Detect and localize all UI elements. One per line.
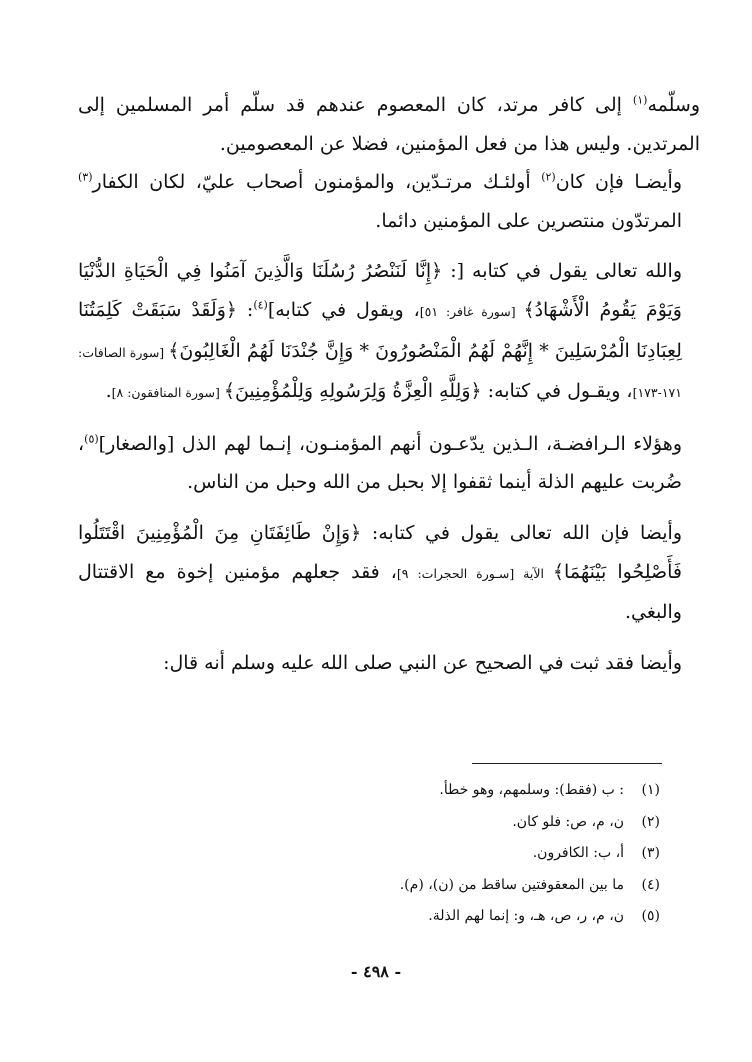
text-run: ، ضُربت عليهم الذلة أينما ثقفوا إلا بحبل من الله وحبل من الناس.: [78, 432, 682, 494]
paragraph: [78, 425, 700, 502]
footnote-number: (٣): [641, 845, 660, 862]
surah-reference: [سورة غافر: ٥١]: [419, 303, 524, 319]
text-run: وسلّمه: [647, 94, 700, 116]
surah-reference: الآية [سـورة الحجرات: ٩]: [396, 565, 553, 581]
footnote-marker: (٤): [253, 298, 268, 312]
text-run: والله تعالى يقول في كتابه [:: [442, 260, 682, 283]
text-run: إلى كافر مرتد، كان المعصوم عندهم قد سلّم أمر المسلمين إلى المرتدين. وليس هذا من فعل المؤمنين، فضلا عن المعصومين.: [78, 94, 700, 155]
footnote: [100, 807, 660, 839]
text-run: :: [237, 298, 254, 321]
footnote-text: : ب (فقط): وسلمهم، وهو خطأ.: [439, 782, 624, 798]
footnote-marker: (٥): [84, 432, 99, 446]
main-text: [78, 86, 700, 682]
text-run: ، فقد جعلهم مؤمنين إخوة مع الاقتتال والبغي.: [78, 560, 682, 624]
footnote: [100, 838, 660, 870]
footnote-number: (١): [641, 782, 660, 798]
footnotes: [100, 775, 660, 933]
footnote: [100, 775, 660, 807]
text-run: وأيضا فإن الله تعالى يقول في كتابه:: [361, 521, 683, 544]
footnote: [100, 901, 660, 933]
paragraph: [78, 86, 700, 163]
text-run: ، ويقول في كتابه]: [267, 298, 420, 321]
paragraph: [78, 644, 700, 683]
footnote-text: ن، م، ر، ص، هـ، و: إنما لهم الذلة.: [428, 908, 624, 925]
footnote: [100, 870, 660, 902]
surah-reference: [سورة الصافات: ١٧١-١٧٣]: [78, 344, 682, 401]
footnote-number: (٢): [641, 813, 660, 830]
footnote-number: (٤): [641, 876, 660, 893]
quran-verse: ﴿وَلِلَّهِ الْعِزَّةُ وَلِرَسُولِهِ وَلِلْمُؤْمِنِينَ﴾: [223, 380, 482, 403]
paragraph: [78, 514, 700, 632]
quran-verse: ﴿وَلَقَدْ سَبَقَتْ كَلِمَتُنَا لِعِبَادِنَا الْمُرْسَلِينَ * إِنَّهُمْ لَهُمُ الْمَنْصُورُونَ * وَإِنَّ جُنْدَنَا لَهُمُ الْغَالِبُونَ﴾: [78, 298, 682, 362]
surah-reference: [سورة المنافقون: ٨]: [111, 385, 224, 401]
page-number: - ٤٩٨ -: [350, 962, 402, 981]
footnote-text: أ، ب: الكافرون.: [532, 845, 624, 862]
footnote-separator: [472, 763, 662, 764]
text-run: وأيضا فقد ثبت في الصحيح عن النبي صلى الله عليه وسلم أنه قال:: [163, 651, 682, 674]
footnote-marker: (٣): [78, 170, 93, 184]
text-run: .: [105, 380, 112, 403]
text-run: وأيضـا فإن كان: [555, 171, 683, 194]
paragraph: [78, 252, 700, 412]
footnote-marker: (١): [632, 93, 648, 107]
text-run: المرتدّون منتصرين على المؤمنين دائما.: [375, 209, 682, 232]
footnote-text: ما بين المعقوفتين ساقط من (ن)، (م).: [399, 876, 624, 893]
quran-verse: ﴿إِنَّا لَنَنْصُرُ رُسُلَنَا وَالَّذِينَ آمَنُوا فِي الْحَيَاةِ الدُّنْيَا وَيَوْمَ يَقُومُ الْأَشْهَادُ﴾: [78, 260, 682, 321]
footnote-marker: (٢): [541, 170, 556, 184]
text-run: أولئـك مرتـدّين، والمؤمنون أصحاب عليّ، لكان الكفار: [92, 171, 542, 194]
text-run: وهؤلاء الـرافضـة، الـذين يدّعـون أنهم المؤمنـون، إنـما لهم الذل [والصغار]: [98, 432, 682, 455]
footnote-number: (٥): [641, 908, 660, 925]
footnote-text: ن، م، ص: فلو كان.: [512, 813, 624, 830]
quran-verse: ﴿وَإِنْ طَائِفَتَانِ مِنَ الْمُؤْمِنِينَ اقْتَتَلُوا فَأَصْلِحُوا بَيْنَهُمَا﴾: [78, 521, 682, 583]
text-run: ، ويقـول في كتابه:: [481, 380, 633, 403]
paragraph: [78, 163, 700, 240]
